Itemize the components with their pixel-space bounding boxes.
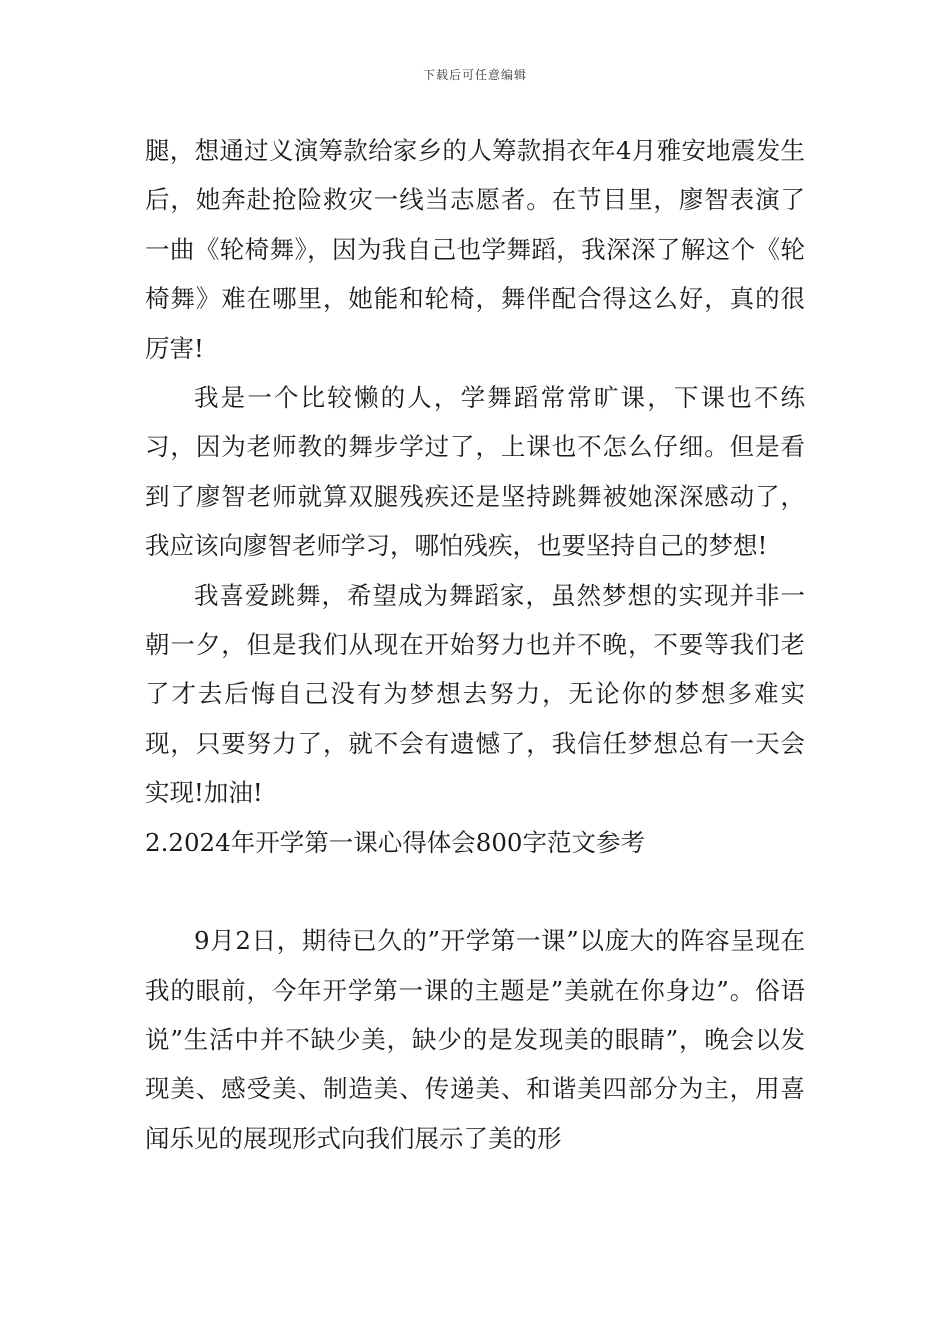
paragraph-2: 我是一个比较懒的人，学舞蹈常常旷课，下课也不练习，因为老师教的舞步学过了，上课也不怎么仔细。但是看到了廖智老师就算双腿残疾还是坚持跳舞被她深深感动了，我应该向廖智老师学习，哪怕残疾，也要坚持自己的梦想!	[145, 383, 805, 561]
blank-line	[145, 867, 805, 916]
paragraph-3: 我喜爱跳舞，希望成为舞蹈家，虽然梦想的实现并非一朝一夕，但是我们从现在开始努力也并不晚，不要等我们老了才去后悔自己没有为梦想去努力，无论你的梦想多难实现，只要努力了，就不会有遗憾了，我信任梦想总有一天会实现!加油!	[145, 580, 805, 808]
paragraph-4: 9月2日，期待已久的”开学第一课”以庞大的阵容呈现在我的眼前，今年开学第一课的主题是”美就在你身边”。俗语说”生活中并不缺少美，缺少的是发现美的眼睛”，晚会以发现美、感受美、制造美、传递美、和谐美四部分为主，用喜闻乐见的展现形式向我们展示了美的形	[145, 926, 805, 1153]
section-heading: 2.2024年开学第一课心得体会800字范文参考	[145, 827, 645, 857]
paragraph-1: 腿，想通过义演筹款给家乡的人筹款捐衣年4月雅安地震发生后，她奔赴抢险救灾一线当志愿者。在节目里，廖智表演了一曲《轮椅舞》，因为我自己也学舞蹈，我深深了解这个《轮椅舞》难在哪里，她能和轮椅，舞伴配合得这么好，真的很厉害!	[145, 136, 805, 363]
document-body	[145, 126, 805, 1163]
page-header-note: 下载后可任意编辑	[422, 68, 527, 82]
